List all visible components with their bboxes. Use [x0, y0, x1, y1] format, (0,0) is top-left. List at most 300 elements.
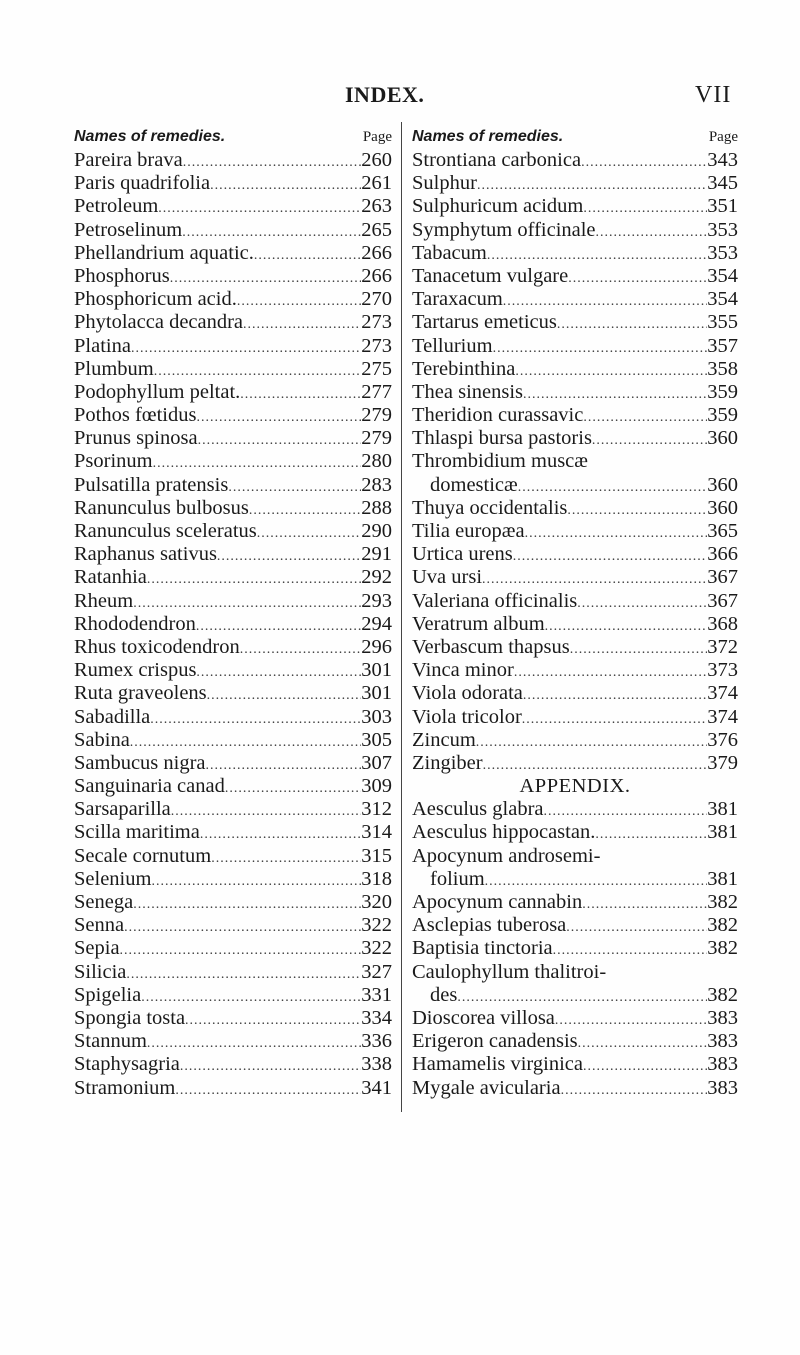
page-reference: 383 — [707, 1053, 738, 1076]
dot-leader — [175, 1079, 361, 1102]
index-entry — [74, 219, 392, 242]
column-heading-names: Names of remedies. — [74, 128, 226, 145]
remedy-name: Ruta graveolens — [74, 682, 207, 705]
page-reference: 292 — [361, 566, 392, 589]
page-reference: 331 — [361, 983, 392, 1006]
index-entry — [412, 543, 738, 566]
page-reference: 261 — [361, 172, 392, 195]
dot-leader — [171, 800, 361, 823]
remedy-name: Staphysagria — [74, 1053, 180, 1076]
index-entry — [412, 937, 738, 960]
page-reference: 315 — [361, 844, 392, 867]
page-reference: 357 — [707, 334, 738, 357]
dot-leader — [249, 499, 361, 522]
remedy-name: Rhus toxicodendron — [74, 635, 240, 658]
remedy-name: Rhododendron — [74, 612, 196, 635]
remedy-name: Sambucus nigra — [74, 751, 206, 774]
page-reference: 359 — [707, 380, 738, 403]
remedy-name: Spigelia — [74, 983, 142, 1006]
remedy-name: Petroleum — [74, 195, 159, 218]
remedy-name: Thrombidium muscæ — [412, 450, 588, 473]
remedy-name: Apocynum cannabin — [412, 891, 583, 913]
remedy-name: Tabacum — [412, 241, 487, 264]
dot-leader — [523, 383, 707, 406]
index-entry — [412, 358, 738, 381]
dot-leader — [133, 592, 361, 615]
remedy-name: Thea sinensis — [412, 380, 524, 403]
page-reference: 301 — [361, 682, 392, 705]
remedy-name: Tartarus emeticus — [412, 311, 557, 334]
page-reference: 263 — [361, 195, 392, 218]
page-reference: 265 — [361, 218, 392, 241]
index-entry — [412, 242, 738, 265]
dot-leader — [180, 1055, 361, 1078]
remedy-name: Sabina — [74, 728, 130, 751]
right-column — [412, 125, 738, 1100]
index-entry — [74, 474, 392, 497]
index-entry — [412, 1030, 738, 1053]
remedy-name: Phytolacca decandra — [74, 311, 244, 334]
remedy-name: Urtica urens — [412, 543, 513, 566]
index-entry — [74, 659, 392, 682]
dot-leader — [582, 893, 707, 916]
page-reference: 359 — [707, 404, 738, 427]
page-number: VII — [695, 82, 732, 108]
dot-leader — [158, 197, 361, 220]
index-entry — [74, 543, 392, 566]
index-entry — [412, 335, 738, 358]
page-reference: 275 — [361, 357, 392, 380]
remedy-name: Symphytum officinale — [412, 218, 596, 241]
index-entry — [74, 265, 392, 288]
dot-leader — [581, 151, 707, 174]
dot-leader — [577, 592, 707, 615]
index-entry — [412, 404, 738, 427]
page-reference: 273 — [361, 311, 392, 334]
index-entry — [74, 404, 392, 427]
remedy-name: Tilia europæa — [412, 520, 525, 542]
page-reference: 296 — [361, 635, 392, 658]
page-reference: 327 — [361, 960, 392, 983]
index-entry — [412, 474, 738, 497]
index-entry — [412, 450, 738, 473]
page-reference: 260 — [361, 149, 392, 171]
dot-leader — [141, 986, 361, 1009]
page-reference: 294 — [361, 612, 392, 635]
dot-leader — [147, 568, 361, 591]
remedy-name: Ratanhia — [74, 566, 147, 589]
page-reference: 353 — [707, 218, 738, 241]
remedy-name: des — [430, 983, 458, 1006]
page-reference: 279 — [361, 427, 392, 450]
index-entry — [412, 520, 738, 543]
page-reference: 382 — [707, 914, 738, 937]
column-heading-names: Names of remedies. — [412, 128, 564, 145]
page-reference: 322 — [361, 937, 392, 960]
page-reference: 283 — [361, 473, 392, 496]
index-entry — [412, 172, 738, 195]
page-reference: 314 — [361, 821, 392, 844]
remedy-name: folium — [430, 867, 485, 890]
remedy-name: Pothos fœtidus — [74, 404, 197, 427]
remedy-name: Sepia — [74, 937, 120, 960]
dot-leader — [583, 406, 707, 429]
remedy-name: Zingiber — [412, 751, 483, 774]
column-divider — [401, 122, 402, 1112]
remedy-name: Sarsaparilla — [74, 798, 171, 821]
index-entry — [74, 821, 392, 844]
page-reference: 273 — [361, 334, 392, 357]
index-entry — [74, 427, 392, 450]
dot-leader — [487, 244, 707, 267]
page-reference: 291 — [361, 543, 392, 566]
page-reference: 266 — [361, 264, 392, 287]
dot-leader — [198, 429, 362, 452]
column-heading-page: Page — [362, 129, 392, 145]
page-reference: 374 — [707, 682, 738, 705]
column-heading — [74, 125, 392, 149]
dot-leader — [518, 476, 708, 499]
dot-leader — [595, 823, 707, 846]
page-title: INDEX. — [345, 82, 425, 107]
remedy-name: Paris quadrifolia — [74, 172, 211, 195]
dot-leader — [225, 777, 361, 800]
dot-leader — [503, 290, 707, 313]
remedy-name: Hamamelis virginica — [412, 1053, 583, 1076]
index-entry — [412, 752, 738, 775]
remedy-name: Platina — [74, 334, 131, 357]
index-entry — [74, 311, 392, 334]
remedy-name: Terebinthina — [412, 357, 516, 380]
page-reference: 322 — [361, 914, 392, 937]
dot-leader — [523, 684, 707, 707]
index-entry — [74, 288, 392, 311]
index-entry — [74, 613, 392, 636]
dot-leader — [207, 684, 362, 707]
remedy-name: Aesculus glabra — [412, 798, 544, 821]
index-entry — [74, 172, 392, 195]
dot-leader — [153, 452, 362, 475]
dot-leader — [120, 939, 362, 962]
dot-leader — [596, 221, 708, 244]
remedy-name: Silicia — [74, 960, 127, 983]
remedy-name: Sulphuricum acidum — [412, 195, 584, 218]
dot-leader — [476, 731, 707, 754]
index-entry — [74, 1077, 392, 1100]
index-entry — [74, 682, 392, 705]
page-reference: 382 — [707, 891, 738, 913]
page-reference: 312 — [361, 798, 392, 821]
remedy-name: Sabadilla — [74, 705, 151, 728]
dot-leader — [240, 638, 362, 661]
index-entry — [74, 335, 392, 358]
remedy-name: Asclepias tuberosa — [412, 914, 567, 937]
index-entry — [412, 984, 738, 1007]
remedy-name: Ranunculus bulbosus — [74, 496, 249, 519]
index-entry — [74, 381, 392, 404]
index-entry — [412, 798, 738, 821]
page-reference: 367 — [707, 566, 738, 589]
index-entry — [412, 288, 738, 311]
dot-leader — [583, 197, 707, 220]
page-reference: 353 — [707, 241, 738, 264]
remedy-name: Pareira brava — [74, 149, 183, 171]
dot-leader — [196, 406, 361, 429]
remedy-name: Stannum — [74, 1030, 147, 1053]
page-reference: 280 — [361, 450, 392, 473]
dot-leader — [257, 522, 362, 545]
page-reference: 366 — [707, 543, 738, 566]
remedy-name: Thuya occidentalis — [412, 496, 568, 519]
dot-leader — [522, 708, 707, 731]
dot-leader — [228, 476, 361, 499]
dot-leader — [578, 1032, 708, 1055]
page-reference: 305 — [361, 728, 392, 751]
index-entry — [412, 845, 738, 868]
remedy-name: Viola tricolor — [412, 705, 522, 728]
page-reference: 338 — [361, 1053, 392, 1076]
page-reference: 341 — [361, 1076, 392, 1099]
page-reference: 381 — [707, 798, 738, 821]
remedy-name: Baptisia tinctoria — [412, 937, 553, 960]
page-reference: 368 — [707, 612, 738, 635]
index-entry — [412, 381, 738, 404]
index-entry — [74, 937, 392, 960]
page-reference: 383 — [707, 1076, 738, 1099]
remedy-name: Raphanus sativus — [74, 543, 217, 566]
page-reference: 301 — [361, 659, 392, 682]
index-entry — [74, 1053, 392, 1076]
remedy-name: Mygale avicularia — [412, 1076, 561, 1099]
page-reference: 307 — [361, 751, 392, 774]
index-entry — [74, 961, 392, 984]
index-entry — [74, 775, 392, 798]
index-entry — [412, 149, 738, 172]
remedy-name: Ranunculus sceleratus — [74, 520, 257, 542]
index-entry — [412, 427, 738, 450]
dot-leader — [183, 151, 362, 174]
page-reference: 354 — [707, 288, 738, 311]
dot-leader — [570, 638, 708, 661]
remedy-name: Valeriana officinalis — [412, 589, 578, 612]
remedy-name: Tellurium — [412, 334, 493, 357]
dot-leader — [477, 174, 707, 197]
remedy-name: Secale cornutum — [74, 844, 212, 867]
appendix-heading — [412, 775, 738, 798]
page-reference: 367 — [707, 589, 738, 612]
dot-leader — [483, 754, 708, 777]
dot-leader — [545, 615, 708, 638]
index-entry — [74, 914, 392, 937]
remedy-name: Zincum — [412, 728, 476, 751]
remedy-name: Dioscorea villosa — [412, 1006, 555, 1029]
page-reference: 381 — [707, 821, 738, 844]
page-reference: 372 — [707, 635, 738, 658]
dot-leader — [147, 1032, 361, 1055]
page-reference: 381 — [707, 867, 738, 890]
dot-leader — [566, 916, 707, 939]
dot-leader — [200, 823, 361, 846]
left-column — [74, 125, 392, 1100]
page-reference: 382 — [707, 983, 738, 1006]
remedy-name: Senega — [74, 891, 134, 913]
remedy-name: Veratrum album — [412, 612, 545, 635]
dot-leader — [206, 754, 362, 777]
page-reference: 383 — [707, 1006, 738, 1029]
index-entry — [74, 798, 392, 821]
dot-leader — [568, 267, 707, 290]
remedy-name: Psorinum — [74, 450, 153, 473]
remedy-name: Petroselinum — [74, 218, 183, 241]
page-reference: 382 — [707, 937, 738, 960]
page-reference: 336 — [361, 1030, 392, 1053]
index-entry — [74, 450, 392, 473]
page-reference: 270 — [361, 288, 392, 311]
remedy-name: Spongia tosta — [74, 1006, 186, 1029]
index-entry — [412, 1053, 738, 1076]
page-reference: 343 — [707, 149, 738, 171]
index-entry — [412, 1007, 738, 1030]
remedy-name: Vinca minor — [412, 659, 514, 682]
page-reference: 303 — [361, 705, 392, 728]
dot-leader — [513, 545, 708, 568]
index-entry — [412, 891, 738, 914]
remedy-name: Uva ursi — [412, 566, 483, 589]
page-reference: 351 — [707, 195, 738, 218]
index-entry — [74, 497, 392, 520]
dot-leader — [196, 615, 361, 638]
index-entry — [74, 868, 392, 891]
remedy-name: Thlaspi bursa pastoris — [412, 427, 592, 450]
dot-leader — [126, 963, 361, 986]
remedy-name: Taraxacum — [412, 288, 503, 311]
dot-leader — [185, 1009, 361, 1032]
remedy-name: Stramonium — [74, 1076, 176, 1099]
remedy-name: Podophyllum peltat. — [74, 380, 241, 403]
remedy-name: Plumbum — [74, 357, 154, 380]
dot-leader — [182, 221, 361, 244]
page-reference: 288 — [361, 496, 392, 519]
page-reference: 320 — [361, 891, 392, 913]
index-entry — [74, 845, 392, 868]
dot-leader — [211, 847, 361, 870]
index-entry — [74, 195, 392, 218]
remedy-name: Verbascum thapsus — [412, 635, 570, 658]
index-entry — [412, 868, 738, 891]
page-reference: 277 — [361, 380, 392, 403]
index-entry — [412, 566, 738, 589]
remedy-name: Selenium — [74, 867, 152, 890]
dot-leader — [567, 499, 707, 522]
index-entry — [412, 914, 738, 937]
index-entry — [74, 590, 392, 613]
index-entry — [412, 613, 738, 636]
dot-leader — [555, 1009, 707, 1032]
remedy-name: Tanacetum vulgare — [412, 264, 569, 287]
remedy-name: Senna — [74, 914, 125, 937]
remedy-name: Sulphur — [412, 172, 477, 195]
remedy-name: Strontiana carbonica — [412, 149, 582, 171]
remedy-name: APPENDIX. — [519, 775, 631, 798]
dot-leader — [493, 337, 708, 360]
remedy-name: Rumex crispus — [74, 659, 197, 682]
page-reference: 379 — [707, 751, 738, 774]
dot-leader — [561, 1079, 708, 1102]
remedy-name: Prunus spinosa — [74, 427, 198, 450]
dot-leader — [485, 870, 708, 893]
remedy-name: Pulsatilla pratensis — [74, 473, 229, 496]
page-reference: 293 — [361, 589, 392, 612]
index-entry-list — [74, 149, 392, 1100]
remedy-name: domesticæ — [430, 473, 518, 496]
remedy-name: Caulophyllum thalitroi- — [412, 960, 607, 983]
page-reference: 376 — [707, 728, 738, 751]
remedy-name: Scilla maritima — [74, 821, 200, 844]
page-reference: 373 — [707, 659, 738, 682]
index-entry — [412, 636, 738, 659]
dot-leader — [210, 174, 361, 197]
index-entry — [412, 219, 738, 242]
page-reference: 266 — [361, 241, 392, 264]
index-entry — [412, 729, 738, 752]
remedy-name: Sanguinaria canad — [74, 775, 225, 798]
remedy-name: Viola odorata — [412, 682, 523, 705]
index-entry — [412, 311, 738, 334]
page-reference: 355 — [707, 311, 738, 334]
remedy-name: Erigeron canadensis — [412, 1030, 578, 1053]
index-entry — [412, 659, 738, 682]
remedy-name: Phellandrium aquatic. — [74, 241, 254, 264]
column-heading — [412, 125, 738, 149]
dot-leader — [196, 661, 361, 684]
page-reference: 309 — [361, 775, 392, 798]
index-entry — [74, 358, 392, 381]
index-entry — [74, 242, 392, 265]
page-header — [0, 80, 800, 110]
index-entry — [74, 1007, 392, 1030]
page-reference: 360 — [707, 427, 738, 450]
index-entry — [74, 729, 392, 752]
remedy-name: Rheum — [74, 589, 134, 612]
dot-leader — [151, 870, 361, 893]
dot-leader — [243, 313, 361, 336]
index-entry — [74, 149, 392, 172]
remedy-name: Aesculus hippocastan. — [412, 821, 596, 844]
dot-leader — [130, 731, 361, 754]
page-reference: 290 — [361, 520, 392, 542]
dot-leader — [150, 708, 361, 731]
dot-leader — [217, 545, 361, 568]
remedy-name: Theridion curassavic — [412, 404, 584, 427]
page-reference: 318 — [361, 867, 392, 890]
index-entry — [74, 984, 392, 1007]
index-entry — [412, 265, 738, 288]
index-entry — [412, 195, 738, 218]
dot-leader — [592, 429, 707, 452]
dot-leader — [124, 916, 361, 939]
dot-leader — [482, 568, 707, 591]
index-entry — [74, 520, 392, 543]
page-reference: 354 — [707, 264, 738, 287]
page-reference: 360 — [707, 473, 738, 496]
page-reference: 365 — [707, 520, 738, 542]
page-reference: 360 — [707, 496, 738, 519]
index-entry — [74, 752, 392, 775]
dot-leader — [557, 313, 707, 336]
index-entry — [412, 590, 738, 613]
dot-leader — [544, 800, 708, 823]
dot-leader — [154, 360, 362, 383]
